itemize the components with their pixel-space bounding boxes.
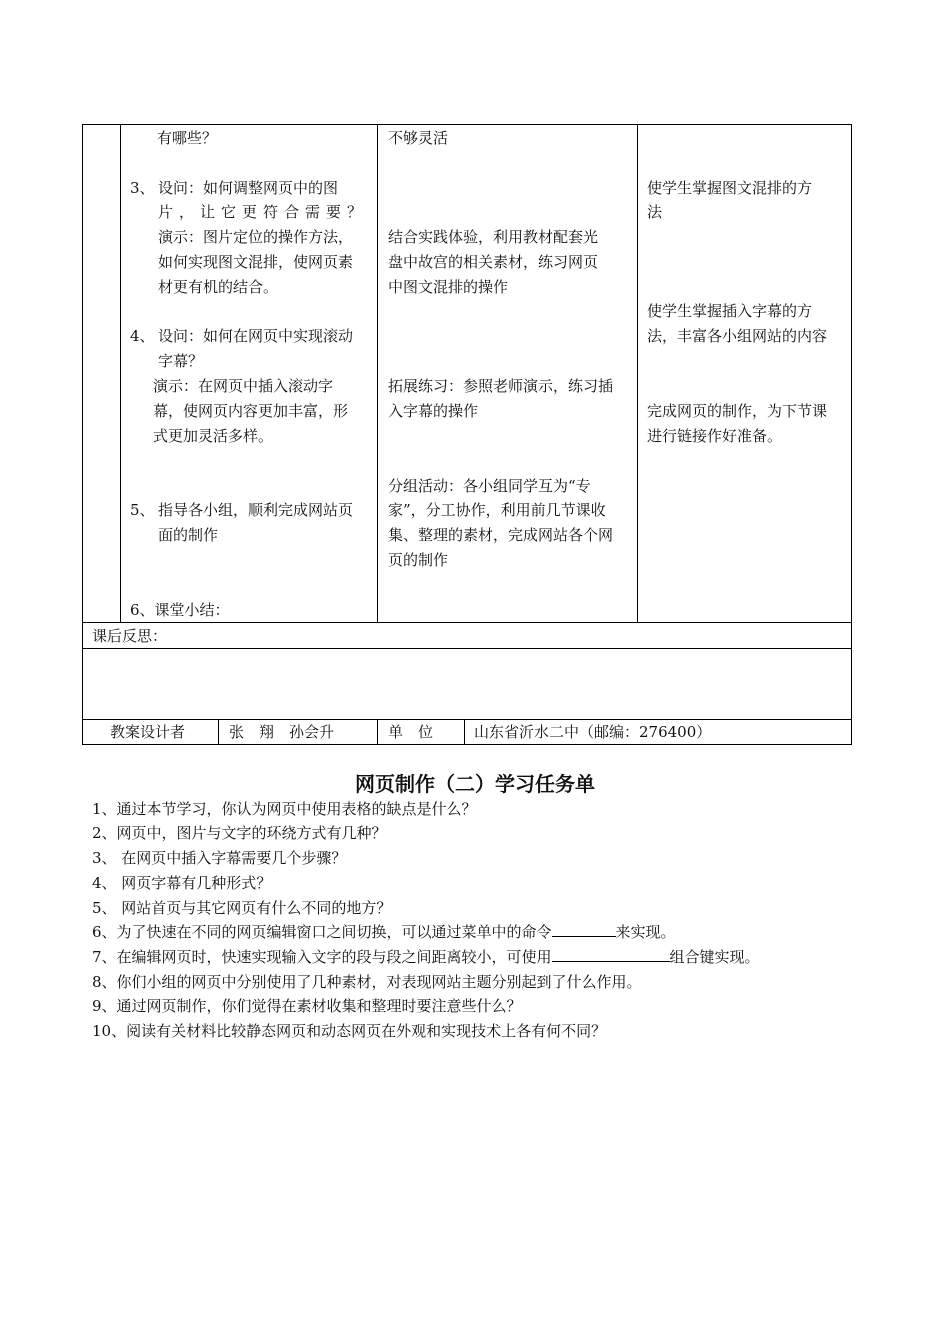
- question-item: [92, 945, 760, 969]
- intent-text: 完成网页的制作，为下节课: [647, 402, 828, 420]
- activity-text: 不够灵活: [388, 129, 449, 147]
- process-text: 如何实现图文混排，使网页素: [158, 253, 354, 271]
- activity-text: 家”，分工协作，利用前几节课收: [388, 501, 606, 519]
- activity-text: 盘中故宫的相关素材，练习网页: [388, 253, 599, 271]
- question-item: 4、 网页字幕有几种形式？: [92, 874, 272, 892]
- activity-text: 入字幕的操作: [388, 402, 479, 420]
- process-text: 片，让它更符合需要？: [158, 203, 369, 221]
- designer-label: 教案设计者: [110, 723, 186, 741]
- question-text: 7、在编辑网页时，快速实现输入文字的段与段之间距离较小，可使用: [92, 948, 552, 966]
- process-text: 幕，使网页内容更加丰富，形: [153, 402, 349, 420]
- process-text: 面的制作: [158, 526, 219, 544]
- question-item: 9、通过网页制作，你们觉得在素材收集和整理时要注意些什么？: [92, 997, 522, 1015]
- process-text: 演示：图片定位的操作方法，: [158, 228, 354, 246]
- question-item: 2、网页中，图片与文字的环绕方式有几种？: [92, 824, 387, 842]
- question-text: 来实现。: [615, 923, 676, 941]
- footer-col-divider: [464, 719, 465, 744]
- process-text: 材更有机的结合。: [158, 278, 279, 296]
- activity-text: 拓展练习：参照老师演示，练习插: [388, 377, 614, 395]
- question-item: [92, 920, 676, 944]
- process-text: 有哪些？: [157, 129, 218, 147]
- designer-names: 张 翔 孙会升: [229, 723, 335, 741]
- activity-text: 分组活动：各小组同学互为“专: [388, 477, 591, 495]
- footer-col-divider: [218, 719, 219, 744]
- unit-label: 单 位: [388, 723, 434, 741]
- item-number: 3、: [130, 179, 155, 197]
- process-text: 设问：如何调整网页中的图: [158, 179, 339, 197]
- table-row-divider: [82, 622, 852, 623]
- process-text: 字幕？: [158, 352, 204, 370]
- activity-text: 页的制作: [388, 551, 449, 569]
- question-item: 1、通过本节学习，你认为网页中使用表格的缺点是什么？: [92, 800, 477, 818]
- table-col-divider: [120, 124, 121, 622]
- question-item: 3、 在网页中插入字幕需要几个步骤？: [92, 849, 347, 867]
- table-row-divider: [82, 719, 852, 720]
- activity-text: 结合实践体验，利用教材配套光: [388, 228, 599, 246]
- table-bottom-border: [82, 744, 852, 745]
- activity-text: 集、整理的素材，完成网站各个网: [388, 526, 614, 544]
- question-text: 6、为了快速在不同的网页编辑窗口之间切换，可以通过菜单中的命令: [92, 923, 552, 941]
- answer-blank[interactable]: [552, 920, 616, 937]
- unit-value: 山东省沂水二中（邮编：276400）: [474, 723, 712, 741]
- question-item: 5、 网站首页与其它网页有什么不同的地方？: [92, 899, 392, 917]
- item-number: 5、: [130, 501, 155, 519]
- table-left-border: [82, 124, 83, 745]
- intent-text: 法: [647, 203, 663, 221]
- table-top-border: [82, 124, 852, 125]
- answer-blank[interactable]: [552, 945, 670, 962]
- intent-text: 使学生掌握图文混排的方: [647, 179, 813, 197]
- item-number: 4、: [130, 327, 155, 345]
- intent-text: 法，丰富各小组网站的内容: [647, 327, 828, 345]
- table-row-divider: [82, 648, 852, 649]
- question-item: 8、你们小组的网页中分别使用了几种素材，对表现网站主题分别起到了什么作用。: [92, 973, 642, 991]
- table-col-divider: [637, 124, 638, 622]
- table-col-divider: [377, 124, 378, 622]
- process-text: 指导各小组，顺利完成网站页: [158, 501, 354, 519]
- worksheet-title: 网页制作（二）学习任务单: [355, 772, 595, 796]
- process-text: 6、课堂小结：: [130, 601, 230, 619]
- table-right-border: [851, 124, 852, 745]
- intent-text: 进行链接作好准备。: [647, 427, 783, 445]
- process-text: 设问：如何在网页中实现滚动: [158, 327, 354, 345]
- process-text: 演示：在网页中插入滚动字: [153, 377, 334, 395]
- footer-col-divider: [377, 719, 378, 744]
- reflection-label: 课后反思：: [92, 627, 168, 645]
- process-text: 式更加灵活多样。: [153, 427, 274, 445]
- question-item: 10、阅读有关材料比较静态网页和动态网页在外观和实现技术上各有何不同？: [92, 1022, 607, 1040]
- intent-text: 使学生掌握插入字幕的方: [647, 302, 813, 320]
- activity-text: 中图文混排的操作: [388, 278, 509, 296]
- question-text: 组合键实现。: [669, 948, 760, 966]
